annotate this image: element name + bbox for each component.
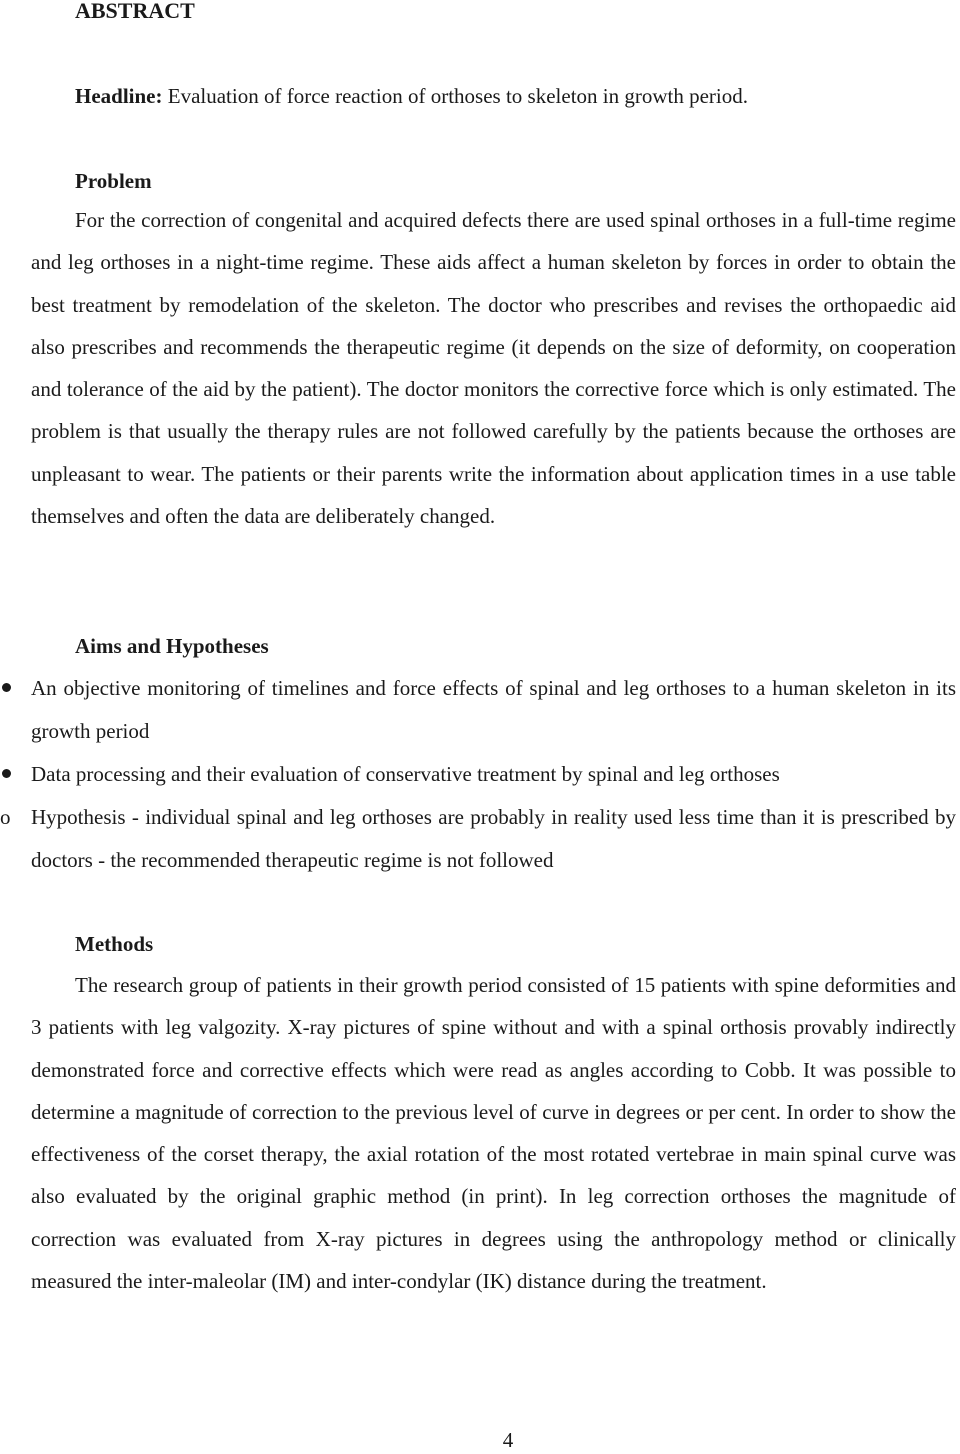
- aims-list-item: [0, 753, 956, 796]
- headline-text: Evaluation of force reaction of orthoses to skeleton in growth period.: [162, 84, 748, 108]
- aims-list-item: [0, 667, 956, 753]
- aims-item-text: Data processing and their evaluation of conservative treatment by spinal and leg orthoses: [31, 762, 780, 786]
- hollow-bullet-icon: o: [0, 805, 11, 829]
- abstract-title: ABSTRACT: [75, 0, 195, 23]
- headline: [75, 82, 748, 110]
- aims-item-text: An objective monitoring of timelines and force effects of spinal and leg orthoses to a human skeleton in its growth period: [31, 676, 956, 743]
- methods-paragraph: The research group of patients in their growth period consisted of 15 patients with spine deformities and 3 patients with leg valgozity. X-ray pictures of spine without and with a spinal orthosis provably indirectly demonstrated force and corrective effects which were read as angles according to Cobb. It was possible to determine a magnitude of correction to the previous level of curve in degrees or per cent. In order to show the effectiveness of the corset therapy, the axial rotation of the most rotated vertebrae in main spinal curve was also evaluated by the original graphic method (in print). In leg correction orthoses the magnitude of correction was evaluated from X-ray pictures in degrees using the anthropology method or clinically measured the inter-maleolar (IM) and inter-condylar (IK) distance during the treatment.: [31, 973, 956, 1294]
- methods-heading: Methods: [75, 932, 154, 956]
- aims-list-item: [0, 796, 956, 882]
- problem-heading: Problem: [75, 169, 152, 193]
- page-number: 4: [502, 1428, 514, 1452]
- problem-paragraph: For the correction of congenital and acquired defects there are used spinal orthoses in a full-time regime and leg orthoses in a night-time regime. These aids affect a human skeleton by forces in order to obtain the best treatment by remodelation of the skeleton. The doctor who prescribes and revises the orthopaedic aid also prescribes and recommends the therapeutic regime (it depends on the size of deformity, on cooperation and tolerance of the aid by the patient). The doctor monitors the corrective force which is only estimated. The problem is that usually the therapy rules are not followed carefully by the patients because the orthoses are unpleasant to wear. The patients or their parents write the information about application times in a use table themselves and often the data are deliberately changed.: [31, 208, 956, 529]
- aims-item-text: Hypothesis - individual spinal and leg orthoses are probably in reality used less time than it is prescribed by doctors - the recommended therapeutic regime is not followed: [31, 805, 956, 872]
- bullet-icon: [2, 683, 11, 692]
- aims-heading: Aims and Hypotheses: [75, 634, 269, 658]
- headline-label: Headline:: [75, 84, 163, 108]
- bullet-icon: [2, 769, 11, 778]
